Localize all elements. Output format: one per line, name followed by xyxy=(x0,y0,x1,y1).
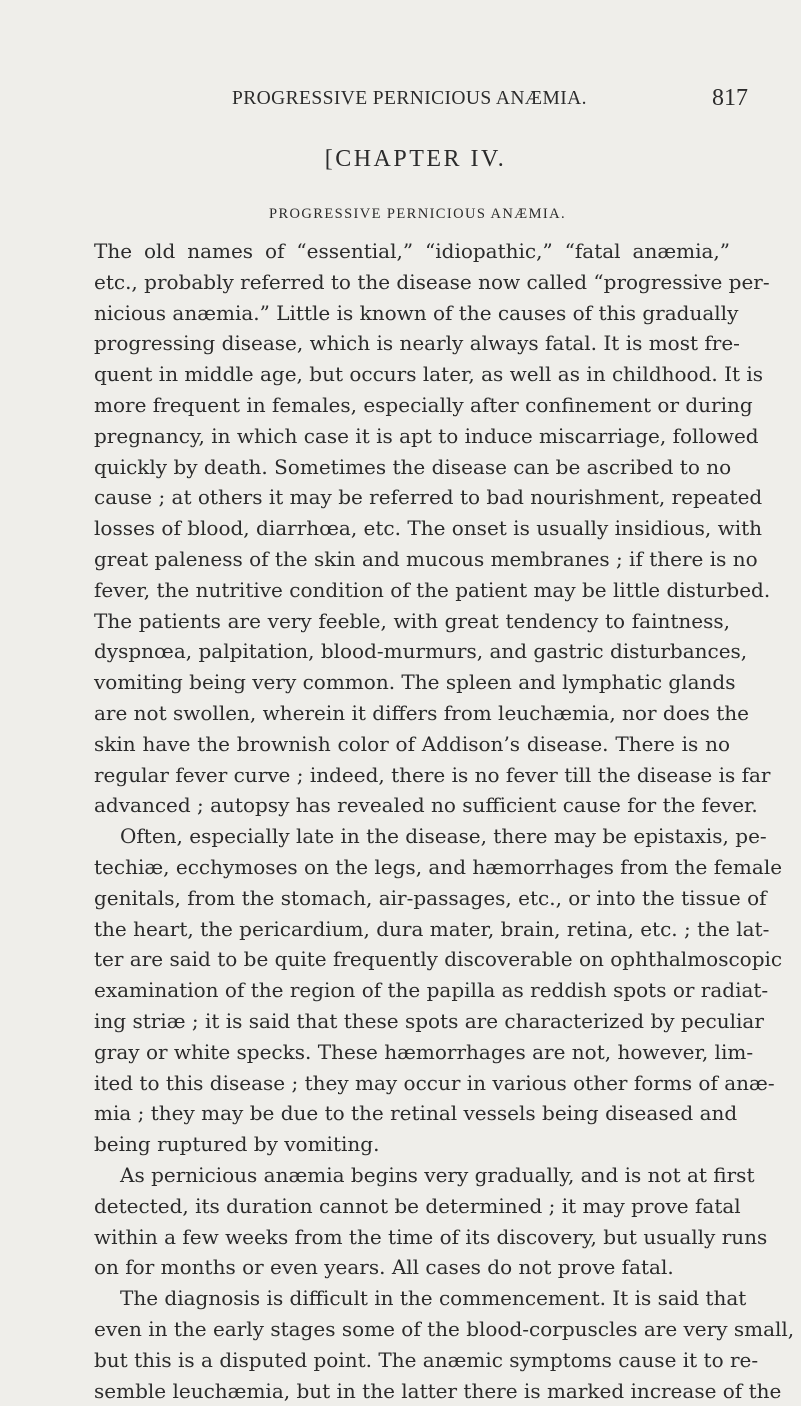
text-line: detected, its duration cannot be determined ; it may prove fatal xyxy=(94,1193,741,1218)
text-line: progressing disease, which is nearly always fatal. It is most fre- xyxy=(94,331,740,356)
text-line: techiæ, ecchymoses on the legs, and hæmorrhages from the female xyxy=(94,855,783,879)
text-line: more frequent in females, especially after confinement or during xyxy=(94,393,753,417)
text-line: Often, especially late in the disease, there may be epistaxis, pe- xyxy=(120,824,767,849)
text-line: gray or white specks. These hæmorrhages are not, however, lim- xyxy=(94,1039,754,1064)
text-line: losses of blood, diarrhœa, etc. The onset is usually insidious, with xyxy=(94,516,763,541)
text-line: The patients are very feeble, with great tendency to faintness, xyxy=(94,608,730,633)
text-line: being ruptured by vomiting. xyxy=(94,1132,380,1157)
text-line: vomiting being very common. The spleen and lymphatic glands xyxy=(94,670,736,695)
text-line: skin have the brownish color of Addison’s disease. There is no xyxy=(94,731,730,756)
text-line: ing striæ ; it is said that these spots are characterized by peculiar xyxy=(94,1009,764,1033)
text-line: examination of the region of the papilla as reddish spots or radiat- xyxy=(94,978,769,1003)
text-line: great paleness of the skin and mucous membranes ; if there is no xyxy=(94,547,758,571)
text-line: quent in middle age, but occurs later, as well as in childhood. It is xyxy=(94,362,764,387)
text-line: within a few weeks from the time of its discovery, but usually runs xyxy=(94,1224,768,1249)
text-line: quickly by death. Sometimes the disease can be ascribed to no xyxy=(94,454,732,479)
text-line: etc., probably referred to the disease now called “progressive per- xyxy=(94,269,770,294)
page-number: 817 xyxy=(712,85,748,111)
text-line: dyspnœa, palpitation, blood-murmurs, and gastric disturbances, xyxy=(94,639,748,664)
chapter-heading: [CHAPTER IV. xyxy=(324,146,507,172)
text-line: mia ; they may be due to the retinal vessels being diseased and xyxy=(94,1101,738,1126)
text-line: the heart, the pericardium, dura mater, brain, retina, etc. ; the lat- xyxy=(94,916,770,941)
section-heading: PROGRESSIVE PERNICIOUS ANÆMIA. xyxy=(269,206,566,222)
text-line: fever, the nutritive condition of the patient may be little disturbed. xyxy=(94,577,771,602)
text-line: semble leuchæmia, but in the latter there is marked increase of the xyxy=(94,1378,782,1403)
text-line: advanced ; autopsy has revealed no sufficient cause for the fever. xyxy=(94,793,758,818)
text-line: cause ; at others it may be referred to bad nourishment, repeated xyxy=(94,485,763,510)
text-line: on for months or even years. All cases do not prove fatal. xyxy=(94,1255,674,1280)
text-line: As pernicious anæmia begins very gradually, and is not at first xyxy=(120,1163,755,1187)
running-head xyxy=(0,85,801,112)
text-line: ter are said to be quite frequently discoverable on ophthalmoscopic xyxy=(94,947,783,972)
text-line: nicious anæmia.” Little is known of the causes of this gradually xyxy=(94,300,739,325)
text-line: but this is a disputed point. The anæmic symptoms cause it to re- xyxy=(94,1347,759,1372)
text-line: The diagnosis is difficult in the commencement. It is said that xyxy=(120,1286,747,1311)
text-line: genitals, from the stomach, air-passages, etc., or into the tissue of xyxy=(94,885,767,910)
text-line: ited to this disease ; they may occur in various other forms of anæ- xyxy=(94,1070,775,1095)
text-line: are not swollen, wherein it differs from leuchæmia, nor does the xyxy=(94,701,749,725)
text-line: regular fever curve ; indeed, there is no fever till the disease is far xyxy=(94,762,771,787)
text-line: even in the early stages some of the blood-corpuscles are very small, xyxy=(94,1317,795,1341)
running-head-title: PROGRESSIVE PERNICIOUS ANÆMIA. xyxy=(232,88,587,109)
text-line: pregnancy, in which case it is apt to induce miscarriage, followed xyxy=(94,423,759,448)
text-line: The old names of “essential,” “idiopathic,” “fatal anæmia,” xyxy=(94,239,730,263)
